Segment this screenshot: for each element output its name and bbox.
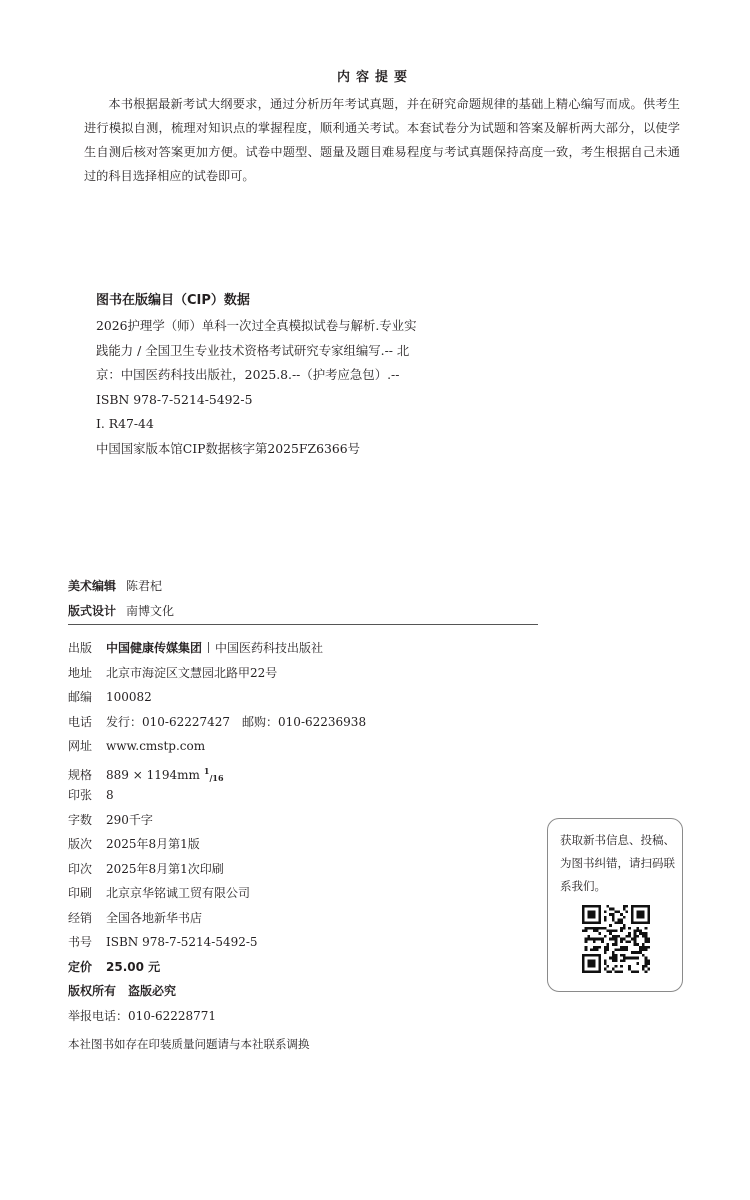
postcode-label: 邮编: [68, 690, 93, 704]
sheets-value: 8: [106, 788, 114, 802]
price-label: 定价: [68, 959, 93, 974]
phone-label: 电话: [68, 714, 93, 729]
printer-value: 北京京华铭诚工贸有限公司: [106, 886, 251, 900]
layout-design-label: 版式设计: [68, 604, 117, 618]
cip-block: [96, 314, 426, 461]
postcode-row: [68, 685, 366, 710]
price-value: 25.00 元: [106, 959, 161, 974]
address-label: 地址: [68, 665, 93, 680]
divider: [68, 624, 538, 625]
website-label: 网址: [68, 739, 93, 753]
website-value: www.cmstp.com: [106, 739, 206, 753]
distributor-value: 全国各地新华书店: [106, 910, 203, 925]
summary-body: 本书根据最新考试大纲要求，通过分析历年考试真题，并在研究命题规律的基础上精心编写而成。供考生进行模拟自测，梳理对知识点的掌握程度，顺利通关考试。本套试卷分为试题和答案及解析两大部分，以使学生自测后核对答案更加方便。试卷中题型、题量及题目难易程度与考试真题保持高度一致，考生根据自己未通过的科目选择相应的试卷即可。: [84, 97, 680, 183]
isbn-value: ISBN 978-7-5214-5492-5: [106, 935, 258, 949]
copyright-notice: 版权所有 盗版必究: [68, 984, 177, 998]
art-editor-name: 陈君杞: [126, 579, 163, 593]
postcode-value: 100082: [106, 690, 152, 704]
publisher-label: 出版: [68, 641, 93, 655]
isbn-row: [68, 930, 366, 955]
art-editor-row: [68, 577, 162, 594]
cip-classification: Ⅰ. R47-44: [96, 416, 154, 431]
words-label: 字数: [68, 812, 93, 827]
publisher-group: 中国健康传媒集团: [106, 641, 203, 655]
spec-fraction-numerator: 1: [203, 765, 210, 776]
printing-row: [68, 857, 366, 882]
publisher-name: 中国医药科技出版社: [215, 641, 324, 655]
qr-code-icon[interactable]: [582, 905, 650, 973]
printing-value: 2025年8月第1次印刷: [106, 861, 224, 876]
edition-label: 版次: [68, 837, 93, 851]
printing-label: 印次: [68, 861, 93, 876]
spec-row: [68, 759, 366, 784]
qr-contact-box: [547, 818, 683, 992]
layout-design-name: 南博文化: [126, 604, 175, 618]
report-phone: 举报电话：010-62228771: [68, 1008, 217, 1023]
isbn-label: 书号: [68, 935, 93, 949]
distributor-row: [68, 906, 366, 931]
phone-row: [68, 710, 366, 735]
printer-label: 印刷: [68, 886, 93, 900]
quality-note: 本社图书如存在印装质量问题请与本社联系调换: [68, 1037, 310, 1051]
art-editor-label: 美术编辑: [68, 579, 117, 593]
price-row: [68, 955, 366, 980]
spec-label: 规格: [68, 767, 93, 782]
spec-value: 889 × 1194mm: [106, 767, 200, 782]
cip-heading: 图书在版编目（CIP）数据: [96, 293, 250, 308]
spec-fraction-denominator: /16: [209, 772, 224, 783]
qr-contact-text: 获取新书信息、投稿、为图书纠错，请扫码联系我们。: [560, 833, 675, 893]
sheets-row: [68, 783, 366, 808]
publication-info: [68, 636, 366, 1028]
summary-title: 内容提要: [336, 70, 413, 85]
address-value: 北京市海淀区文慧园北路甲22号: [106, 665, 278, 680]
address-row: [68, 661, 366, 686]
printer-row: [68, 881, 366, 906]
words-row: [68, 808, 366, 833]
website-row: [68, 734, 366, 759]
publisher-row: [68, 636, 366, 661]
edition-row: [68, 832, 366, 857]
phone-value: 发行：010-62227427 邮购：010-62236938: [106, 714, 367, 729]
words-value: 290千字: [106, 812, 153, 827]
cip-cataloging-number: 中国国家版本馆CIP数据核字第2025FZ6366号: [96, 440, 361, 456]
edition-value: 2025年8月第1版: [106, 837, 200, 851]
publisher-separator: [208, 642, 209, 653]
layout-design-row: [68, 602, 174, 619]
sheets-label: 印张: [68, 788, 93, 802]
distributor-label: 经销: [68, 910, 93, 925]
cip-entry: 2026护理学（师）单科一次过全真模拟试卷与解析.专业实践能力 / 全国卫生专业技术资格考试研究专家组编写.-- 北京：中国医药科技出版社，2025.8.--（护考应急包）.-- ISBN 978-7-5214-5492-5: [96, 318, 417, 407]
